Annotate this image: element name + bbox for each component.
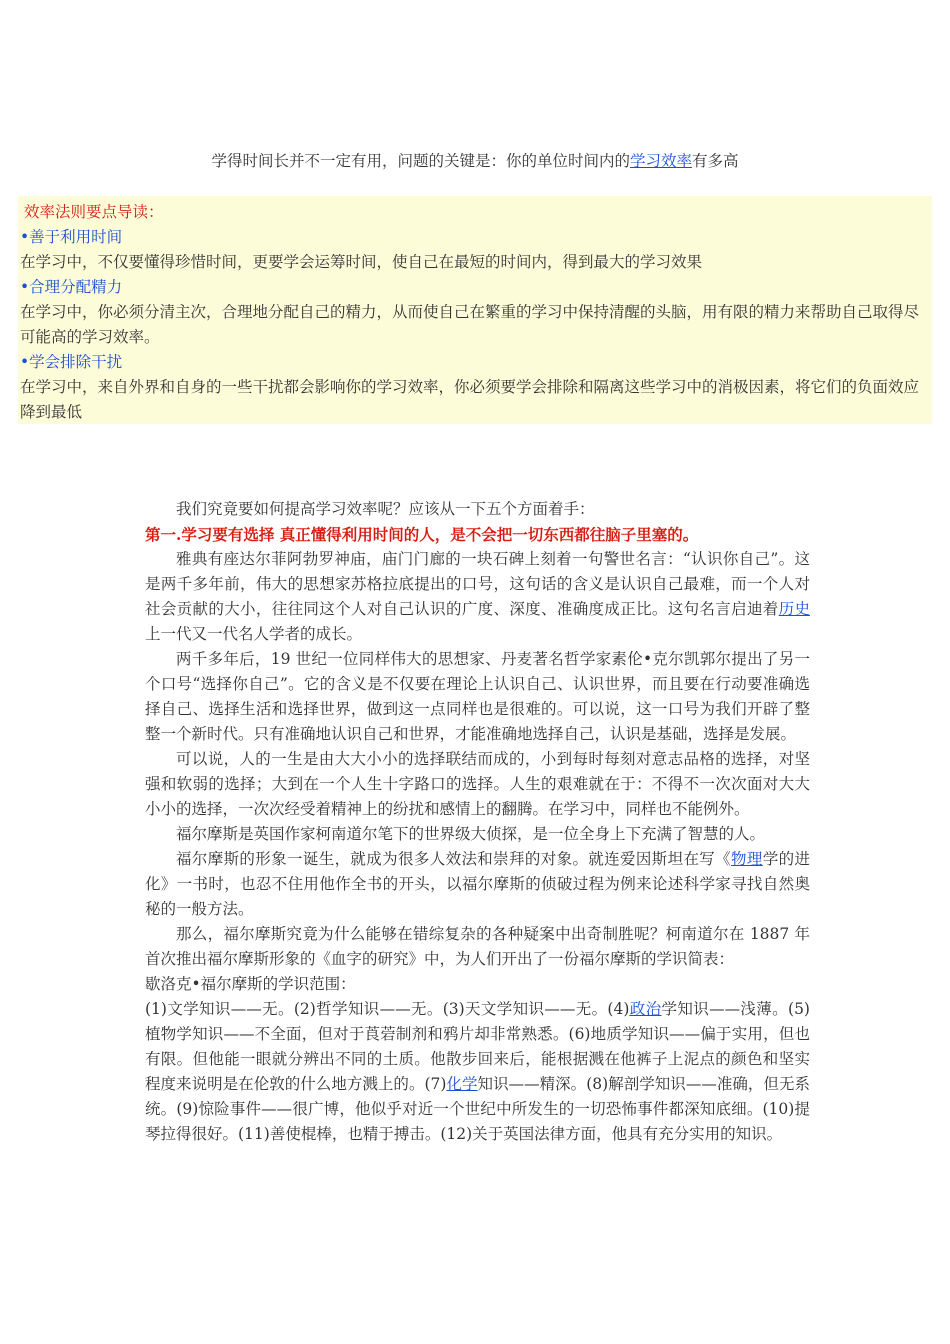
paragraph-delphi-text: 雅典有座达尔菲阿勃罗神庙，庙门门廊的一块石碑上刻着一句警世名言：“认识你自己”。这是两千多年前，伟大的思想家苏格拉底提出的口号，这句话的含义是认识自己最难，而一个人对社会贡献的大小，往往同这个人对自己认识的广度、深度、准确度成正比。这句名言启迪着: [145, 550, 810, 618]
scope-list-part-3: 知识——精深。(8)解剖学知识——准确，但无系统。(9)惊险事件——很广博，他似乎对近一个世纪中所发生的一切恐怖事件都深知底细。(10)提琴拉得很好。(11)善使棍棒，也精于搏击。(12)关于英国法律方面，他具有充分实用的知识。: [145, 1075, 810, 1143]
section-title-choice: 第一.学习要有选择 真正懂得利用时间的人，是不会把一切东西都往脑子里塞的。: [145, 525, 699, 544]
subtitle-link-study-efficiency[interactable]: 学习效率: [629, 152, 692, 170]
link-chemistry[interactable]: 化学: [446, 1075, 478, 1093]
paragraph-holmes-scope-title: 歇洛克•福尔摩斯的学识范围：: [145, 975, 356, 993]
subtitle-prefix: 学得时间长并不一定有用，问题的关键是：你的单位时间内的: [211, 152, 630, 170]
guide-item-body-interference: 在学习中，来自外界和自身的一些干扰都会影响你的学习效率，你必须要学会排除和隔离这些学习中的消极因素，将它们的负面效应降到最低: [20, 378, 920, 421]
scope-list-part-1: (1)文学知识——无。(2)哲学知识——无。(3)天文学知识——无。(4): [145, 1000, 630, 1018]
paragraph-delphi: [145, 547, 810, 647]
paragraph-holmes-scope-list: [145, 997, 810, 1147]
intro-paragraph: 我们究竟要如何提高学习效率呢？应该从一下五个方面着手：: [176, 500, 595, 518]
guide-item-body-time: 在学习中，不仅要懂得珍惜时间，更要学会运筹时间，使自己在最短的时间内，得到最大的学习效果: [20, 253, 703, 271]
scope-list-part-2: 学知识——浅薄。(5)植物学知识——不全面，但对于莨菪制剂和鸦片却非常熟悉。(6)地质学知识——偏于实用，但也有限。但他能一眼就分辨出不同的土质。他散步回来后，能根据溅在他裤子上泥点的颜色和坚实程度来说明是在伦敦的什么地方溅上的。(7): [145, 1000, 810, 1093]
link-history[interactable]: 历史: [778, 600, 810, 618]
guide-item-body-energy: 在学习中，你必须分清主次，合理地分配自己的精力，从而使自己在繁重的学习中保持清醒的头脑，用有限的精力来帮助自己取得尽可能高的学习效率。: [20, 303, 920, 346]
paragraph-delphi-text-end: 上一代又一代名人学者的成长。: [145, 625, 363, 643]
paragraph-holmes-intro: 福尔摩斯是英国作家柯南道尔笔下的世界级大侦探，是一位全身上下充满了智慧的人。: [176, 825, 766, 843]
paragraph-kierkegaard: 两千多年后，19 世纪一位同样伟大的思想家、丹麦著名哲学家素伦•克尔凯郭尔提出了另一个口号“选择你自己”。它的含义是不仅要在理论上认识自己、认识世界，而且要在行动要准确选择自己、选择生活和选择世界，做到这一点同样也是很难的。可以说，这一口号为我们开辟了整整一个新时代。只有准确地认识自己和世界，才能准确地选择自己，认识是基础，选择是发展。: [145, 650, 810, 743]
guide-item-heading-interference: •学会排除干扰: [20, 353, 123, 371]
guide-item-heading-energy: •合理分配精力: [20, 278, 123, 296]
link-physics[interactable]: 物理: [731, 850, 763, 868]
paragraph-holmes-image-text-end: 学的进化》一书时，也忍不住用他作全书的开头，以福尔摩斯的侦破过程为例来论述科学家寻找自然奥秘的一般方法。: [145, 850, 810, 918]
paragraph-holmes-image: [145, 847, 810, 922]
main-article: [145, 497, 810, 1147]
subtitle-suffix: 有多高: [692, 152, 739, 170]
guide-title: 效率法则要点导读：: [24, 203, 164, 221]
page-subtitle: [0, 150, 950, 172]
paragraph-holmes-image-text: 福尔摩斯的形象一诞生，就成为很多人效法和崇拜的对象。就连爱因斯坦在写《: [176, 850, 732, 868]
guide-item-heading-time: •善于利用时间: [20, 228, 123, 246]
link-politics[interactable]: 政治: [629, 1000, 662, 1018]
paragraph-holmes-question: 那么，福尔摩斯究竟为什么能够在错综复杂的各种疑案中出奇制胜呢？柯南道尔在 1887 年首次推出福尔摩斯形象的《血字的研究》中，为人们开出了一份福尔摩斯的学识简表：: [145, 925, 810, 968]
paragraph-life-choices: 可以说，人的一生是由大大小小的选择联结而成的，小到每时每刻对意志品格的选择，对坚强和软弱的选择；大到在一个人生十字路口的选择。人生的艰难就在于：不得不一次次面对大大小小的选择，一次次经受着精神上的纷扰和感情上的翻腾。在学习中，同样也不能例外。: [145, 750, 810, 818]
efficiency-guide-box: [18, 196, 932, 424]
